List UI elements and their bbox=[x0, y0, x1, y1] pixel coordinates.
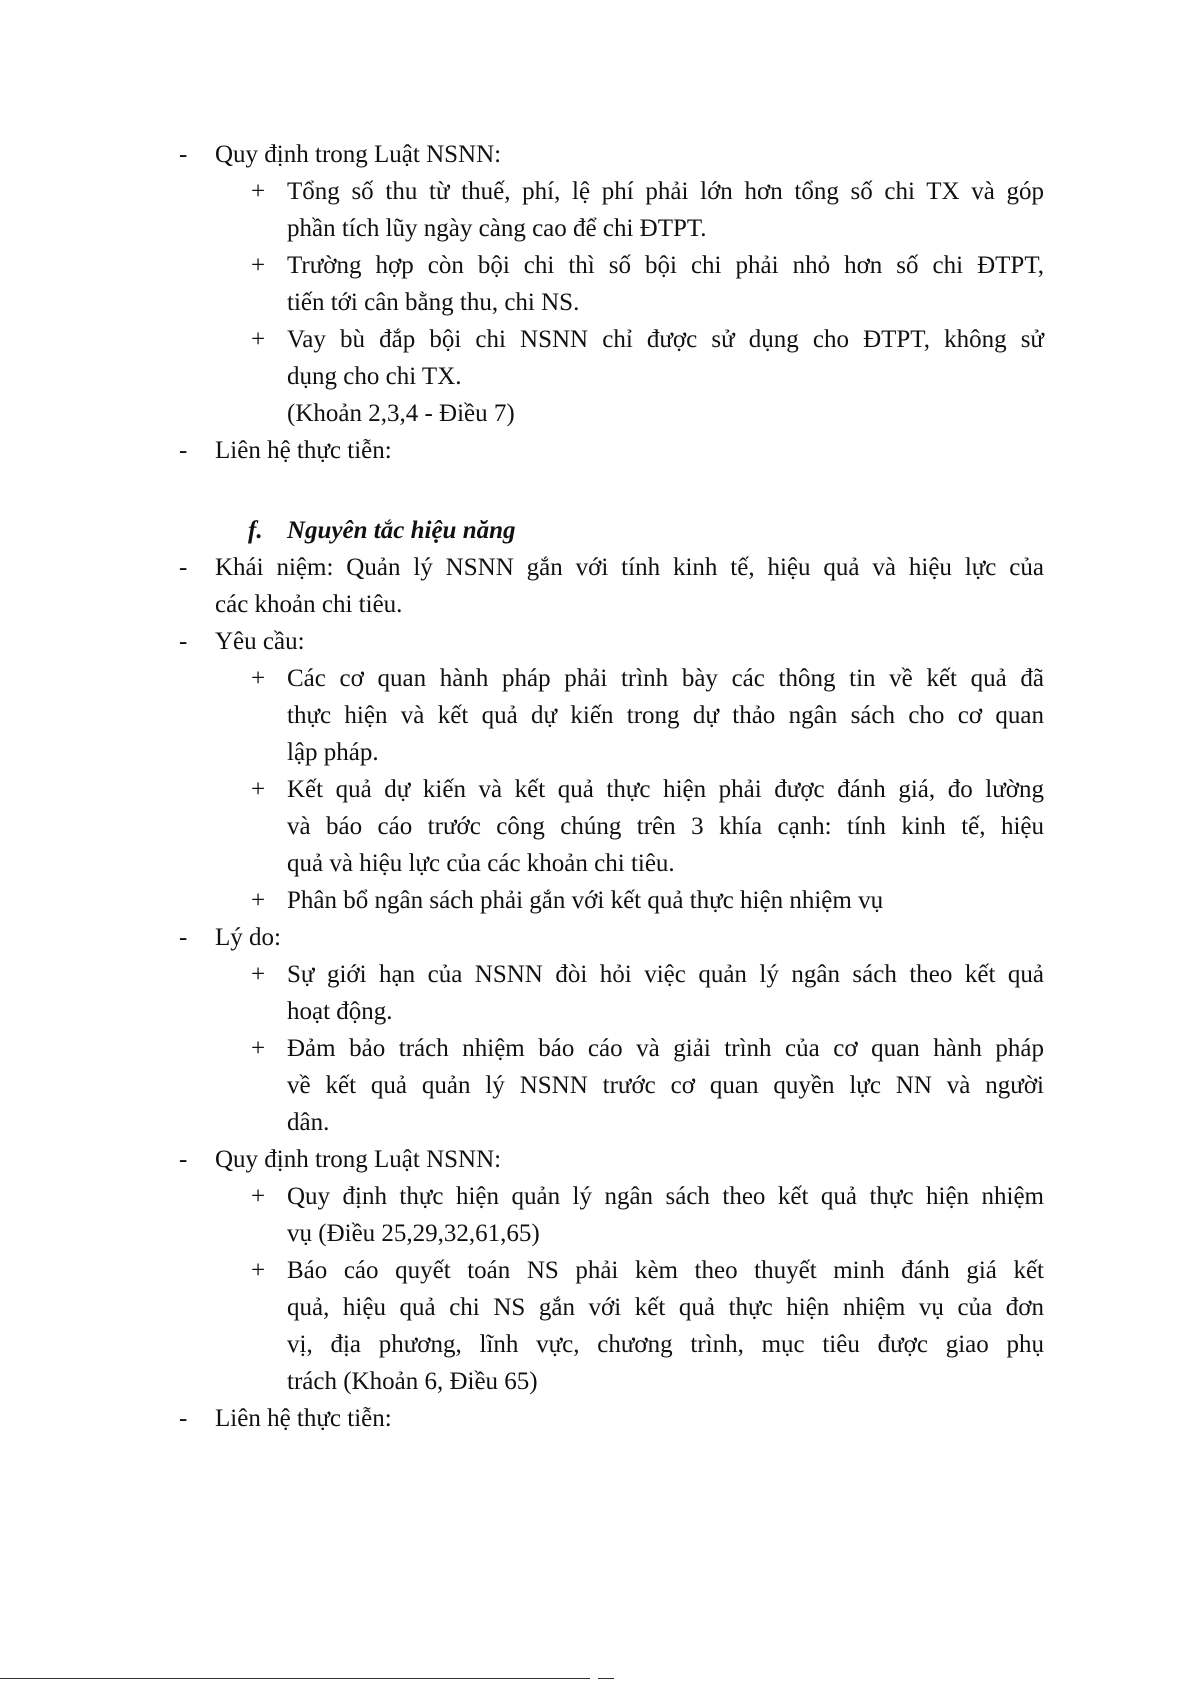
dash-bullet: - bbox=[179, 1405, 188, 1432]
plus-bullet: + bbox=[251, 1183, 266, 1210]
req-item3-line1: Phân bổ ngân sách phải gắn với kết quả thực hiện nhiệm vụ bbox=[287, 887, 884, 914]
plus-bullet: + bbox=[251, 1257, 266, 1284]
reason-item2-line3: dân. bbox=[287, 1109, 330, 1136]
dash-bullet: - bbox=[179, 554, 188, 581]
reason-item2-line2: về kết quả quản lý NSNN trước cơ quan quyền lực NN và người bbox=[287, 1072, 1044, 1099]
dash-bullet: - bbox=[179, 141, 188, 168]
law1-item3-line2: dụng cho chi TX. bbox=[287, 363, 462, 390]
footer-divider bbox=[0, 1678, 590, 1679]
req-item2-line2: và báo cáo trước công chúng trên 3 khía cạnh: tính kinh tế, hiệu bbox=[287, 813, 1044, 840]
plus-bullet: + bbox=[251, 326, 266, 353]
plus-bullet: + bbox=[251, 178, 266, 205]
section-title-law-1: Quy định trong Luật NSNN: bbox=[215, 141, 502, 168]
law2-item1-line1: Quy định thực hiện quản lý ngân sách theo kết quả thực hiện nhiệm bbox=[287, 1183, 1044, 1210]
law2-item1-line2: vụ (Điều 25,29,32,61,65) bbox=[287, 1220, 540, 1247]
section-heading: Nguyên tắc hiệu năng bbox=[287, 517, 516, 544]
req-item1-line3: lập pháp. bbox=[287, 739, 379, 766]
reason-item1-line2: hoạt động. bbox=[287, 998, 393, 1025]
law1-item1-line1: Tổng số thu từ thuế, phí, lệ phí phải lớn hơn tổng số chi TX và góp bbox=[287, 178, 1044, 205]
concept-line2: các khoản chi tiêu. bbox=[215, 591, 403, 618]
section-title-law-2: Quy định trong Luật NSNN: bbox=[215, 1146, 502, 1173]
req-item1-line1: Các cơ quan hành pháp phải trình bày các thông tin về kết quả đã bbox=[287, 665, 1044, 692]
practice-title-2: Liên hệ thực tiễn: bbox=[215, 1405, 392, 1432]
dash-bullet: - bbox=[179, 628, 188, 655]
law2-item2-line3: vị, địa phương, lĩnh vực, chương trình, mục tiêu được giao phụ bbox=[287, 1331, 1044, 1358]
law2-item2-line4: trách (Khoản 6, Điều 65) bbox=[287, 1368, 538, 1395]
req-item2-line1: Kết quả dự kiến và kết quả thực hiện phải được đánh giá, đo lường bbox=[287, 776, 1044, 803]
plus-bullet: + bbox=[251, 252, 266, 279]
law1-item2-line2: tiến tới cân bằng thu, chi NS. bbox=[287, 289, 580, 316]
practice-title-1: Liên hệ thực tiễn: bbox=[215, 437, 392, 464]
law1-reference: (Khoản 2,3,4 - Điều 7) bbox=[287, 400, 515, 427]
dash-bullet: - bbox=[179, 1146, 188, 1173]
req-item1-line2: thực hiện và kết quả dự kiến trong dự thảo ngân sách cho cơ quan bbox=[287, 702, 1044, 729]
req-item2-line3: quả và hiệu lực của các khoản chi tiêu. bbox=[287, 850, 675, 877]
plus-bullet: + bbox=[251, 961, 266, 988]
law1-item1-line2: phần tích lũy ngày càng cao để chi ĐTPT. bbox=[287, 215, 707, 242]
dash-bullet: - bbox=[179, 924, 188, 951]
section-letter: f. bbox=[248, 517, 263, 544]
dash-bullet: - bbox=[179, 437, 188, 464]
law2-item2-line1: Báo cáo quyết toán NS phải kèm theo thuyết minh đánh giá kết bbox=[287, 1257, 1044, 1284]
reason-item2-line1: Đảm bảo trách nhiệm báo cáo và giải trình của cơ quan hành pháp bbox=[287, 1035, 1044, 1062]
plus-bullet: + bbox=[251, 1035, 266, 1062]
law2-item2-line2: quả, hiệu quả chi NS gắn với kết quả thực hiện nhiệm vụ của đơn bbox=[287, 1294, 1044, 1321]
reasons-title: Lý do: bbox=[215, 924, 281, 951]
law1-item3-line1: Vay bù đắp bội chi NSNN chỉ được sử dụng cho ĐTPT, không sử bbox=[287, 326, 1044, 353]
plus-bullet: + bbox=[251, 776, 266, 803]
concept-line1: Khái niệm: Quản lý NSNN gắn với tính kinh tế, hiệu quả và hiệu lực của bbox=[215, 554, 1044, 581]
plus-bullet: + bbox=[251, 665, 266, 692]
reason-item1-line1: Sự giới hạn của NSNN đòi hỏi việc quản lý ngân sách theo kết quả bbox=[287, 961, 1044, 988]
plus-bullet: + bbox=[251, 887, 266, 914]
requirements-title: Yêu cầu: bbox=[215, 628, 305, 655]
footer-divider-mark bbox=[598, 1678, 614, 1679]
law1-item2-line1: Trường hợp còn bội chi thì số bội chi phải nhỏ hơn số chi ĐTPT, bbox=[287, 252, 1044, 279]
